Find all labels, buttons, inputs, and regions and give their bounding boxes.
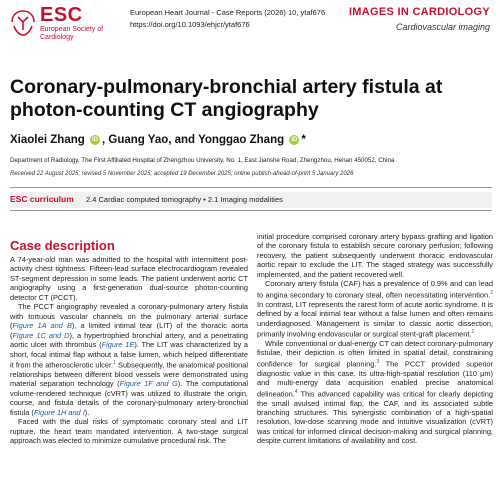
- author-name[interactable]: Xiaolei Zhang: [10, 134, 85, 146]
- paragraph: [10, 302, 248, 417]
- publication-dates: Received 22 August 2025; revised 5 November 2025; accepted 19 December 2025; online publish-ahead-of-print 5 January 2026: [10, 171, 354, 177]
- text-run: This advanced capability was critical for clearly depicting the small avulsed intimal flap, the CAF, and its associated subtle branching structures. This synergistic combination of a high-spatial resolution, low-dose scanning mode and intuitive visualization (cVRT) was critical for informed clinical decision-making and surgical planning, despite current limitations of availability and cost.: [257, 389, 493, 446]
- text-run: The PCCT provided superior diagnostic value in this case. Its ultra-high-spatial resolution (110 μm) and multi-energy data acquisition enabled precise anatomical delineation.: [257, 359, 494, 399]
- curriculum-items: 2.4 Cardiac computed tomography • 2.1 Imaging modalities: [86, 195, 283, 204]
- author-separator: ,: [101, 134, 106, 146]
- paragraph: A 74-year-old man was admitted to the hospital with intermittent post-activity chest tightness. Fifteen-lead surface electrocardiogram revealed ST-segment depression in some leads. The patient underwent aortic CT angiography using a first-generation dual-source photon-counting detector CT (PCCT).: [10, 255, 248, 302]
- text-run: ), a hypertrophied bronchial artery, and a penetrating aortic ulcer with thrombus (: [10, 330, 248, 350]
- text-run: ).: [84, 407, 90, 417]
- figure-link[interactable]: Figure 1C and D: [12, 330, 70, 340]
- affiliation: Department of Radiology, The First Affiliated Hospital of Zhengzhou University, No. 1, East Jianshe Road, Zhengzhou, Henan 450052, China: [10, 157, 395, 164]
- esc-logo-subtitle: European Society of Cardiology: [40, 26, 104, 41]
- section-label: IMAGES IN CARDIOLOGY: [348, 6, 490, 18]
- esc-logo-icon: [8, 8, 38, 38]
- author-conjunction: and: [174, 134, 196, 146]
- category-label: Cardiovascular imaging: [395, 22, 490, 32]
- citation-link[interactable]: 4: [294, 388, 298, 395]
- body-column-left: [10, 255, 248, 446]
- paragraph: Faced with the dual risks of symptomatic coronary steal and LIT rupture, the heart team mandated intervention. A two-stage surgical approach was elected to minimize cumulative procedural risk. The: [10, 417, 248, 446]
- orcid-icon[interactable]: iD: [91, 136, 98, 143]
- author-name[interactable]: Guang Yao,: [108, 134, 172, 146]
- section-heading: Case description: [10, 238, 115, 253]
- doi-link[interactable]: https://doi.org/10.1093/ehjcr/ytaf676: [130, 20, 250, 29]
- corresponding-author-mark: *: [301, 134, 306, 146]
- text-run: ), a limited intimal tear (LIT) of the thoracic aorta (: [10, 321, 248, 340]
- paragraph: [257, 279, 493, 339]
- body-column-right: [257, 232, 493, 446]
- curriculum-label: ESC curriculum: [10, 194, 74, 204]
- text-run: Coronary artery fistula (CAF) has a prevalence of 0.9% and can lead to angina secondary to coronary steal, often necessitating intervention.: [257, 279, 493, 300]
- citation-link[interactable]: 1: [471, 329, 475, 335]
- article-title: Coronary-pulmonary-bronchial artery fistula at photon-counting CT angiography: [10, 76, 443, 121]
- divider: [10, 210, 492, 211]
- text-run: While conventional or dual-energy CT can detect coronary-pulmonary fistulae, their depiction is often limited in spatial detail, constraining confidence for surgical planning.: [257, 338, 493, 369]
- journal-citation: European Heart Journal - Case Reports (2026) 10, ytaf676: [130, 8, 326, 17]
- figure-link[interactable]: Figure 1F and G: [119, 379, 178, 389]
- author-list: [10, 134, 306, 146]
- figure-link[interactable]: Figure 1H and I: [33, 407, 85, 417]
- orcid-icon[interactable]: iD: [291, 136, 298, 143]
- citation-link[interactable]: 1: [113, 359, 116, 366]
- citation-link[interactable]: 2: [490, 289, 493, 296]
- divider: [10, 187, 492, 188]
- text-run: In contrast, LIT represents the rarest form of acute aortic syndrome. It is defined by a focal intimal tear without a false lumen and often remains underdiagnosed. Management is similar to classic aortic dissection, primarily involving endovascular or surgical stent-graft placement.: [257, 299, 493, 339]
- author-name[interactable]: Yonggao Zhang: [198, 134, 285, 146]
- text-run: ). The LIT was characterized by a short, focal intimal flap without a false lumen, which helped differentiate it from the atherosclerotic ulcer.: [10, 340, 249, 370]
- text-run: ). The computational volume-rendered technique (cVRT) was utilized to illustrate the origin, course, and fistula details of the coronary-pulmonary artery-bronchial fistula (: [10, 379, 248, 417]
- text-run: Subsequently, the anatomical positional relationships between different blood vessels were demonstrated using material separation technology (: [10, 360, 248, 389]
- paragraph: [257, 339, 493, 446]
- esc-logo-text: ESC: [40, 4, 83, 26]
- figure-link[interactable]: Figure 1A and B: [12, 321, 72, 331]
- citation-link[interactable]: 3: [376, 358, 380, 365]
- text-run: The PCCT angiography revealed a coronary-pulmonary artery fistula with tortuous vascular channels on the pulmonary arterial surface (: [10, 302, 248, 331]
- paragraph: initial procedure comprised coronary artery bypass grafting and ligation of the coronary fistula to establish secure coronary perfusion; following recovery, the patient subsequently underwent thoracic endovascular aortic repair to exclude the LIT. The staged strategy was successfully implemented, and the patient recovered well.: [257, 232, 493, 279]
- figure-link[interactable]: Figure 1E: [101, 340, 135, 350]
